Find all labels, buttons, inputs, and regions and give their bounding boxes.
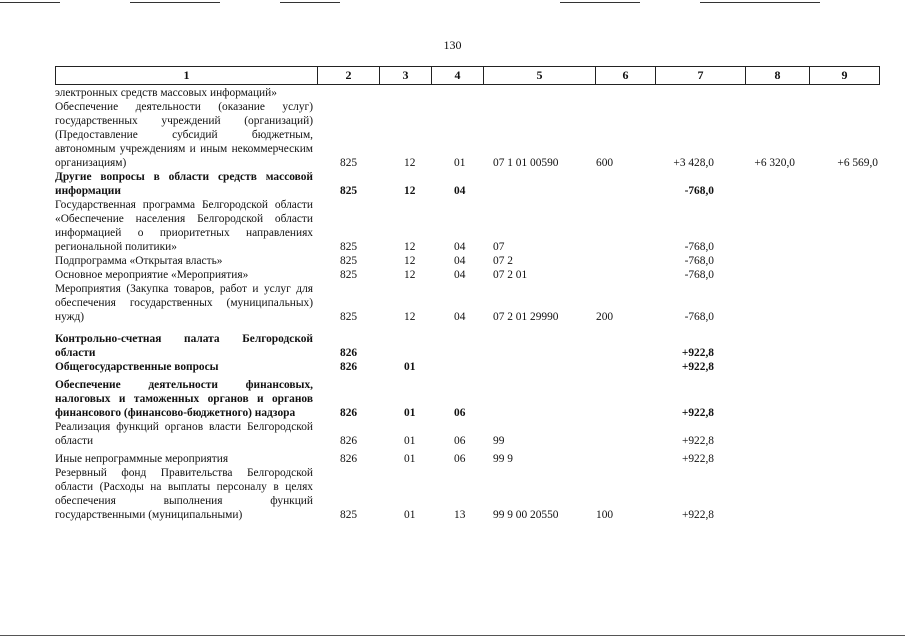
row-description: электронных средств массовых информаций» bbox=[55, 87, 277, 99]
column-header-4: 4 bbox=[432, 67, 484, 85]
column-header-3: 3 bbox=[380, 67, 432, 85]
cell-c7: -768,0 bbox=[684, 241, 714, 253]
cell-c3: 01 bbox=[404, 453, 416, 465]
table-row bbox=[55, 86, 879, 100]
column-header-6: 6 bbox=[596, 67, 656, 85]
cell-c7: -768,0 bbox=[684, 185, 714, 197]
cell-c5: 99 9 00 20550 bbox=[493, 509, 559, 521]
cell-c6: 200 bbox=[596, 311, 614, 323]
cell-c4: 04 bbox=[454, 241, 466, 253]
row-description: Иные непрограммные мероприятия bbox=[55, 453, 229, 465]
cell-c4: 04 bbox=[454, 185, 466, 197]
cell-c3: 12 bbox=[404, 311, 416, 323]
cell-c4: 01 bbox=[454, 157, 466, 169]
cell-c3: 12 bbox=[404, 269, 416, 281]
table-row bbox=[55, 100, 879, 170]
cell-c3: 01 bbox=[404, 361, 416, 373]
cell-c7: +922,8 bbox=[681, 407, 714, 419]
cell-c2: 825 bbox=[340, 157, 358, 169]
cell-c5: 99 9 bbox=[493, 453, 513, 465]
row-description: Подпрограмма «Открытая власть» bbox=[55, 255, 223, 267]
cell-c5: 07 2 01 29990 bbox=[493, 311, 559, 323]
cell-c6: 100 bbox=[596, 509, 614, 521]
cell-c7: -768,0 bbox=[684, 311, 714, 323]
cell-c2: 826 bbox=[340, 347, 358, 359]
cell-c2: 826 bbox=[340, 435, 358, 447]
scan-line bbox=[0, 635, 905, 636]
scan-line bbox=[0, 2, 60, 3]
table-row bbox=[55, 198, 879, 254]
table-row bbox=[55, 378, 879, 420]
table-body bbox=[55, 86, 879, 522]
cell-c6: 600 bbox=[596, 157, 614, 169]
cell-c7: +922,8 bbox=[681, 453, 714, 465]
page-number: 130 bbox=[443, 38, 462, 52]
cell-c2: 825 bbox=[340, 311, 358, 323]
header-row bbox=[56, 67, 880, 85]
row-description: Основное мероприятие «Мероприятия» bbox=[55, 269, 249, 281]
row-description: Обеспечение деятельности (оказание услуг) государственных учреждений (организаций) (Предоставление субсидий бюджетным, автономным учреждениям и иным некоммерческим организациям) bbox=[55, 101, 313, 169]
cell-c8: +6 320,0 bbox=[754, 157, 795, 169]
cell-c3: 01 bbox=[404, 509, 416, 521]
cell-c7: +922,8 bbox=[681, 435, 714, 447]
column-header-1: 1 bbox=[56, 67, 318, 85]
table-row bbox=[55, 420, 879, 448]
cell-c4: 04 bbox=[454, 311, 466, 323]
cell-c2: 826 bbox=[340, 453, 358, 465]
cell-c3: 01 bbox=[404, 435, 416, 447]
cell-c5: 07 1 01 00590 bbox=[493, 157, 559, 169]
cell-c3: 01 bbox=[404, 407, 416, 419]
scan-line bbox=[700, 2, 820, 3]
cell-c5: 07 2 bbox=[493, 255, 513, 267]
column-header-5: 5 bbox=[484, 67, 596, 85]
cell-c2: 825 bbox=[340, 269, 358, 281]
table-row bbox=[55, 466, 879, 522]
scan-line bbox=[560, 2, 640, 3]
cell-c7: +3 428,0 bbox=[673, 157, 714, 169]
cell-c4: 06 bbox=[454, 453, 466, 465]
row-description: Общегосударственные вопросы bbox=[55, 361, 219, 373]
cell-c7: +922,8 bbox=[681, 361, 714, 373]
row-description: Реализация функций органов власти Белгородской области bbox=[55, 421, 313, 447]
scan-line bbox=[280, 2, 340, 3]
row-description: Контрольно-счетная палата Белгородской области bbox=[55, 333, 313, 359]
row-description: Другие вопросы в области средств массовой информации bbox=[55, 171, 313, 197]
cell-c3: 12 bbox=[404, 241, 416, 253]
cell-c4: 13 bbox=[454, 509, 466, 521]
cell-c4: 04 bbox=[454, 255, 466, 267]
cell-c3: 12 bbox=[404, 255, 416, 267]
table-row bbox=[55, 170, 879, 198]
cell-c4: 06 bbox=[454, 407, 466, 419]
cell-c5: 99 bbox=[493, 435, 505, 447]
table-row bbox=[55, 254, 879, 268]
column-header-7: 7 bbox=[656, 67, 746, 85]
cell-c2: 826 bbox=[340, 407, 358, 419]
row-description: Государственная программа Белгородской области «Обеспечение населения Белгородской области информацией о приоритетных направлениях региональной политики» bbox=[55, 199, 313, 253]
row-description: Резервный фонд Правительства Белгородской области (Расходы на выплаты персоналу в целях обеспечения выполнения функций государственными (муниципальными) bbox=[55, 467, 313, 521]
row-description: Обеспечение деятельности финансовых, налоговых и таможенных органов и органов финансового (финансово-бюджетного) надзора bbox=[55, 379, 313, 419]
row-description: Мероприятия (Закупка товаров, работ и услуг для обеспечения государственных (муниципальных) нужд) bbox=[55, 283, 313, 323]
cell-c4: 06 bbox=[454, 435, 466, 447]
cell-c3: 12 bbox=[404, 157, 416, 169]
scan-line bbox=[130, 2, 220, 3]
table-row bbox=[55, 282, 879, 324]
cell-c2: 825 bbox=[340, 185, 358, 197]
cell-c2: 825 bbox=[340, 241, 358, 253]
cell-c4: 04 bbox=[454, 269, 466, 281]
cell-c5: 07 bbox=[493, 241, 505, 253]
cell-c5: 07 2 01 bbox=[493, 269, 528, 281]
column-header-2: 2 bbox=[318, 67, 380, 85]
cell-c7: +922,8 bbox=[681, 347, 714, 359]
table-row bbox=[55, 268, 879, 282]
column-header-8: 8 bbox=[746, 67, 810, 85]
column-header-table bbox=[55, 66, 880, 85]
cell-c3: 12 bbox=[404, 185, 416, 197]
cell-c2: 825 bbox=[340, 255, 358, 267]
cell-c7: +922,8 bbox=[681, 509, 714, 521]
cell-c7: -768,0 bbox=[684, 255, 714, 267]
table-row bbox=[55, 360, 879, 374]
table-row bbox=[55, 332, 879, 360]
cell-c9: +6 569,0 bbox=[837, 157, 878, 169]
cell-c2: 825 bbox=[340, 509, 358, 521]
cell-c2: 826 bbox=[340, 361, 358, 373]
cell-c7: -768,0 bbox=[684, 269, 714, 281]
column-header-9: 9 bbox=[810, 67, 880, 85]
table-row bbox=[55, 452, 879, 466]
